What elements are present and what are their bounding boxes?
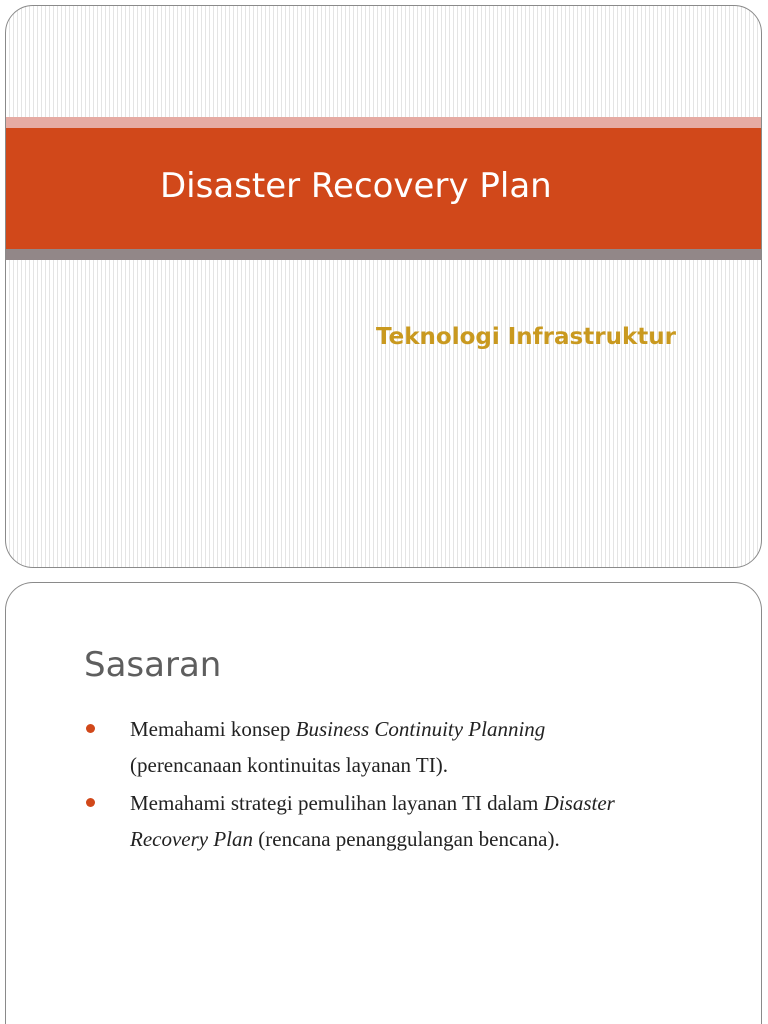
bullet-line [130,747,724,783]
bullet-dot-icon [86,724,95,733]
content-slide [5,582,762,1024]
bullet-text: (perencanaan kontinuitas layanan TI). [130,753,448,777]
bullet-text: Memahami konsep [130,717,296,741]
bullet-text: Memahami strategi pemulihan layanan TI dalam [130,791,544,815]
bullet-text: (rencana penanggulangan bencana). [253,827,560,851]
title-slide [5,5,762,568]
bullet-item [84,711,724,783]
title-band-top-stripe [6,117,761,128]
bullet-italic-text: Disaster [543,791,615,815]
bullet-line [130,785,724,821]
slide-heading: Sasaran [84,645,222,685]
bullet-line [130,711,724,747]
title-band-bottom-stripe [6,249,761,260]
bullet-line [130,821,724,857]
bullet-italic-text: Business Continuity Planning [295,717,546,741]
slide-subtitle: Teknologi Infrastruktur [376,324,676,350]
bullet-italic-text: Recovery Plan [130,827,254,851]
bullet-item [84,785,724,857]
bullet-dot-icon [86,798,95,807]
bullet-list [84,711,724,859]
slide-title: Disaster Recovery Plan [160,166,552,206]
